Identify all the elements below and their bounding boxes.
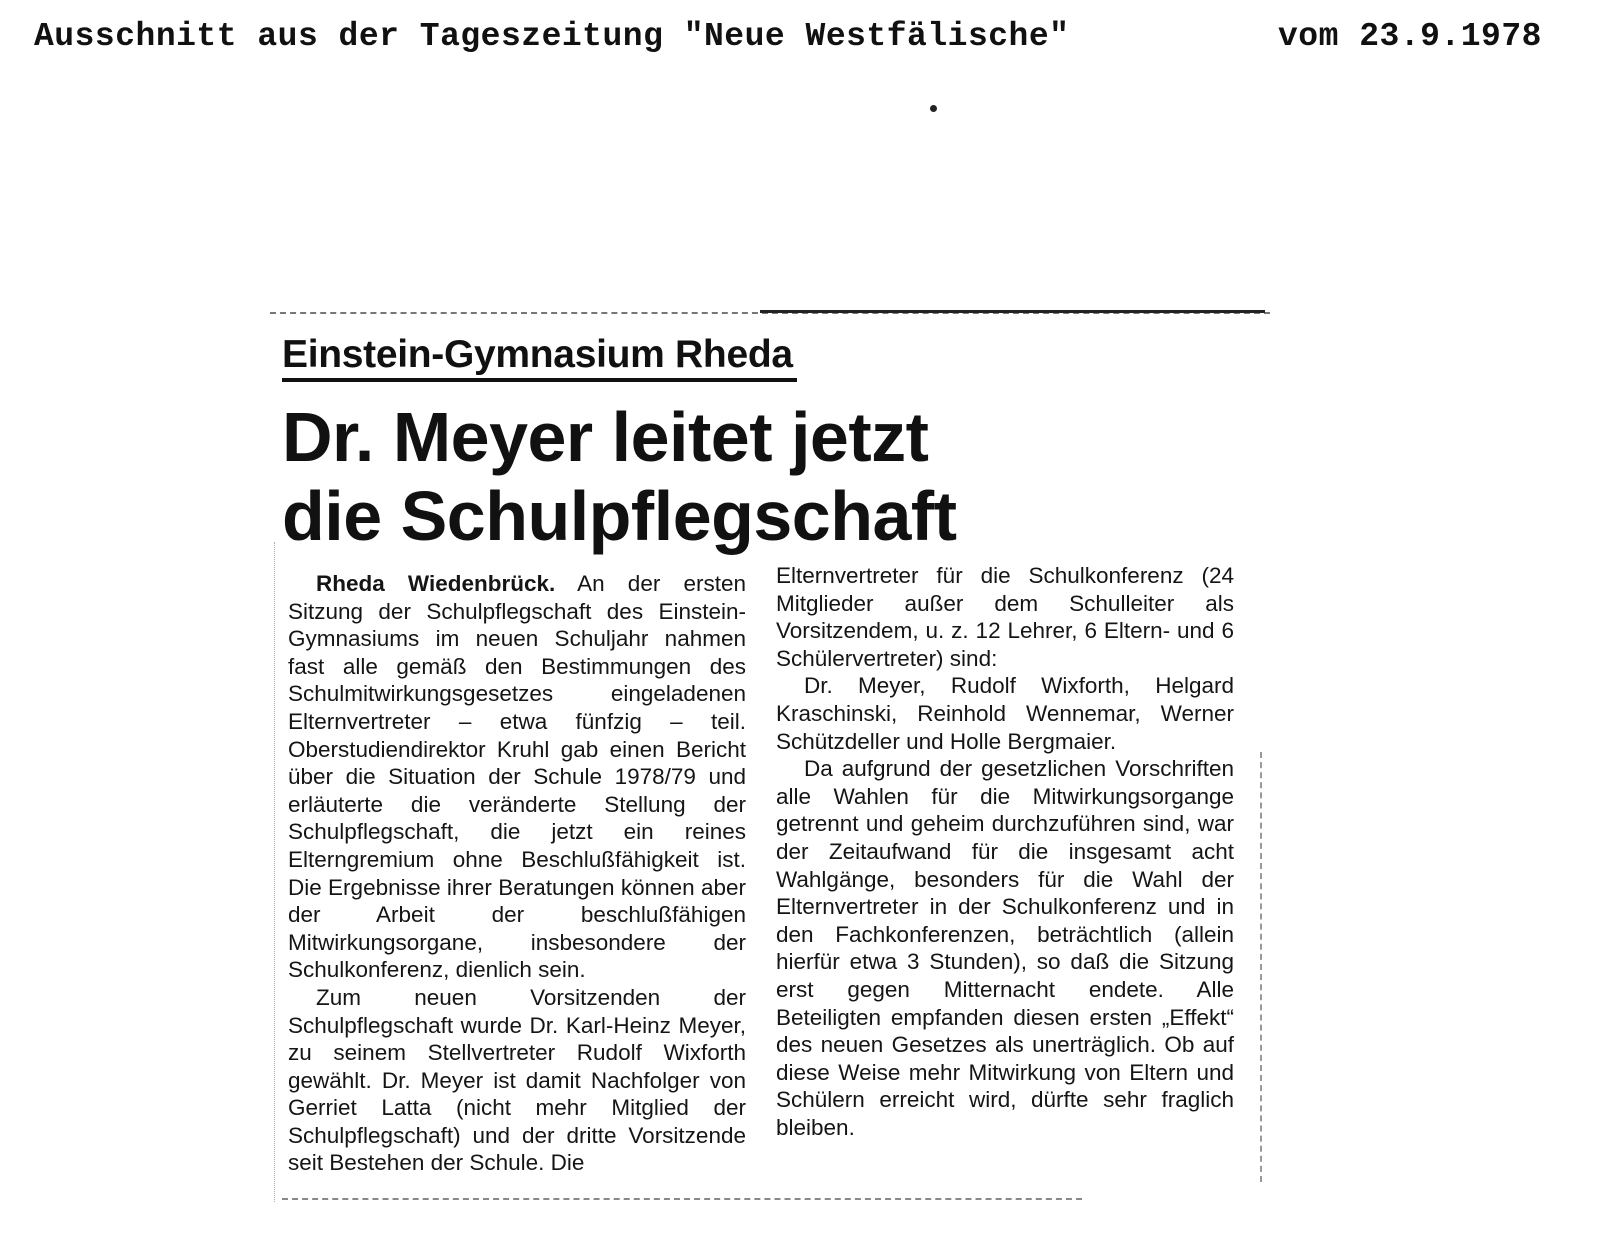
newspaper-clipping: [270, 312, 1270, 1207]
article-paragraph-5: Da aufgrund der gesetzlichen Vorschriften alle Wahlen für die Mitwirkungsorgange getrennt und geheim durchzuführen sind, war der Zeitaufwand für die insgesamt acht Wahlgänge, besonders für die Wahl der Elternvertreter in der Schulkonferenz und in den Fachkonferenzen, beträchtlich (allein hierfür etwa 3 Stunden), so daß die Sitzung erst gegen Mitternacht endete. Alle Beteiligten empfanden diesen ersten „Effekt“ des neuen Gesetzes als unerträglich. Ob auf diese Weise mehr Mitwirkung von Eltern und Schülern erreicht wird, dürfte sehr fraglich bleiben.: [776, 756, 1234, 1140]
clipping-top-rule: [760, 310, 1265, 313]
clipping-date-label: vom 23.9.1978: [1278, 18, 1542, 55]
article-dateline: Rheda Wiedenbrück.: [316, 571, 556, 596]
article-paragraph-3: Elternvertreter für die Schulkonferenz (24 Mitglieder außer dem Schulleiter als Vorsitzendem, u. z. 12 Lehrer, 6 Eltern- und 6 Schülervertreter) sind:: [776, 563, 1234, 671]
article-paragraph-1-text: An der ersten Sitzung der Schulpflegschaft des Einstein-Gymnasiums im neuen Schuljahr nahmen fast alle gemäß den Bestimmungen des Schulmitwirkungsgesetzes eingeladenen Elternvertreter – etwa fünfzig – teil. Oberstudiendirektor Kruhl gab einen Bericht über die Situation der Schule 1978/79 und erläuterte die veränderte Stellung der Schulpflegschaft, die jetzt ein reines Elterngremium ohne Beschlußfähigkeit ist. Die Ergebnisse ihrer Beratungen können aber der Arbeit der beschlußfähigen Mitwirkungsorgane, insbesondere der Schulkonferenz, dienlich sein.: [288, 571, 746, 983]
clipping-left-edge: [274, 542, 275, 1202]
headline-line-2: die Schulpflegschaft: [282, 477, 957, 555]
headline-line-1: Dr. Meyer leitet jetzt: [282, 398, 929, 476]
article-kicker: Einstein-Gymnasium Rheda: [282, 332, 797, 382]
article-paragraph-4: Dr. Meyer, Rudolf Wixforth, Helgard Kraschinski, Reinhold Wennemar, Werner Schützdeller und Holle Bergmaier.: [776, 673, 1234, 754]
scan-speck: [930, 105, 937, 112]
article-paragraph-2: Zum neuen Vorsitzenden der Schulpflegschaft wurde Dr. Karl-Heinz Meyer, zu seinem Stellvertreter Rudolf Wixforth gewählt. Dr. Meyer ist damit Nachfolger von Gerriet Latta (nicht mehr Mitglied der Schulpflegschaft) und der dritte Vorsitzende seit Bestehen der Schule. Die: [288, 984, 746, 1176]
article-headline: [282, 398, 1262, 556]
article-column-left: [288, 570, 746, 1177]
clipping-right-edge: [1260, 752, 1262, 1182]
clipping-bottom-edge: [282, 1198, 1082, 1200]
article-column-right: [776, 562, 1234, 1141]
clipping-source-label: Ausschnitt aus der Tageszeitung "Neue Westfälische": [34, 18, 1070, 55]
article-paragraph: [288, 570, 746, 984]
